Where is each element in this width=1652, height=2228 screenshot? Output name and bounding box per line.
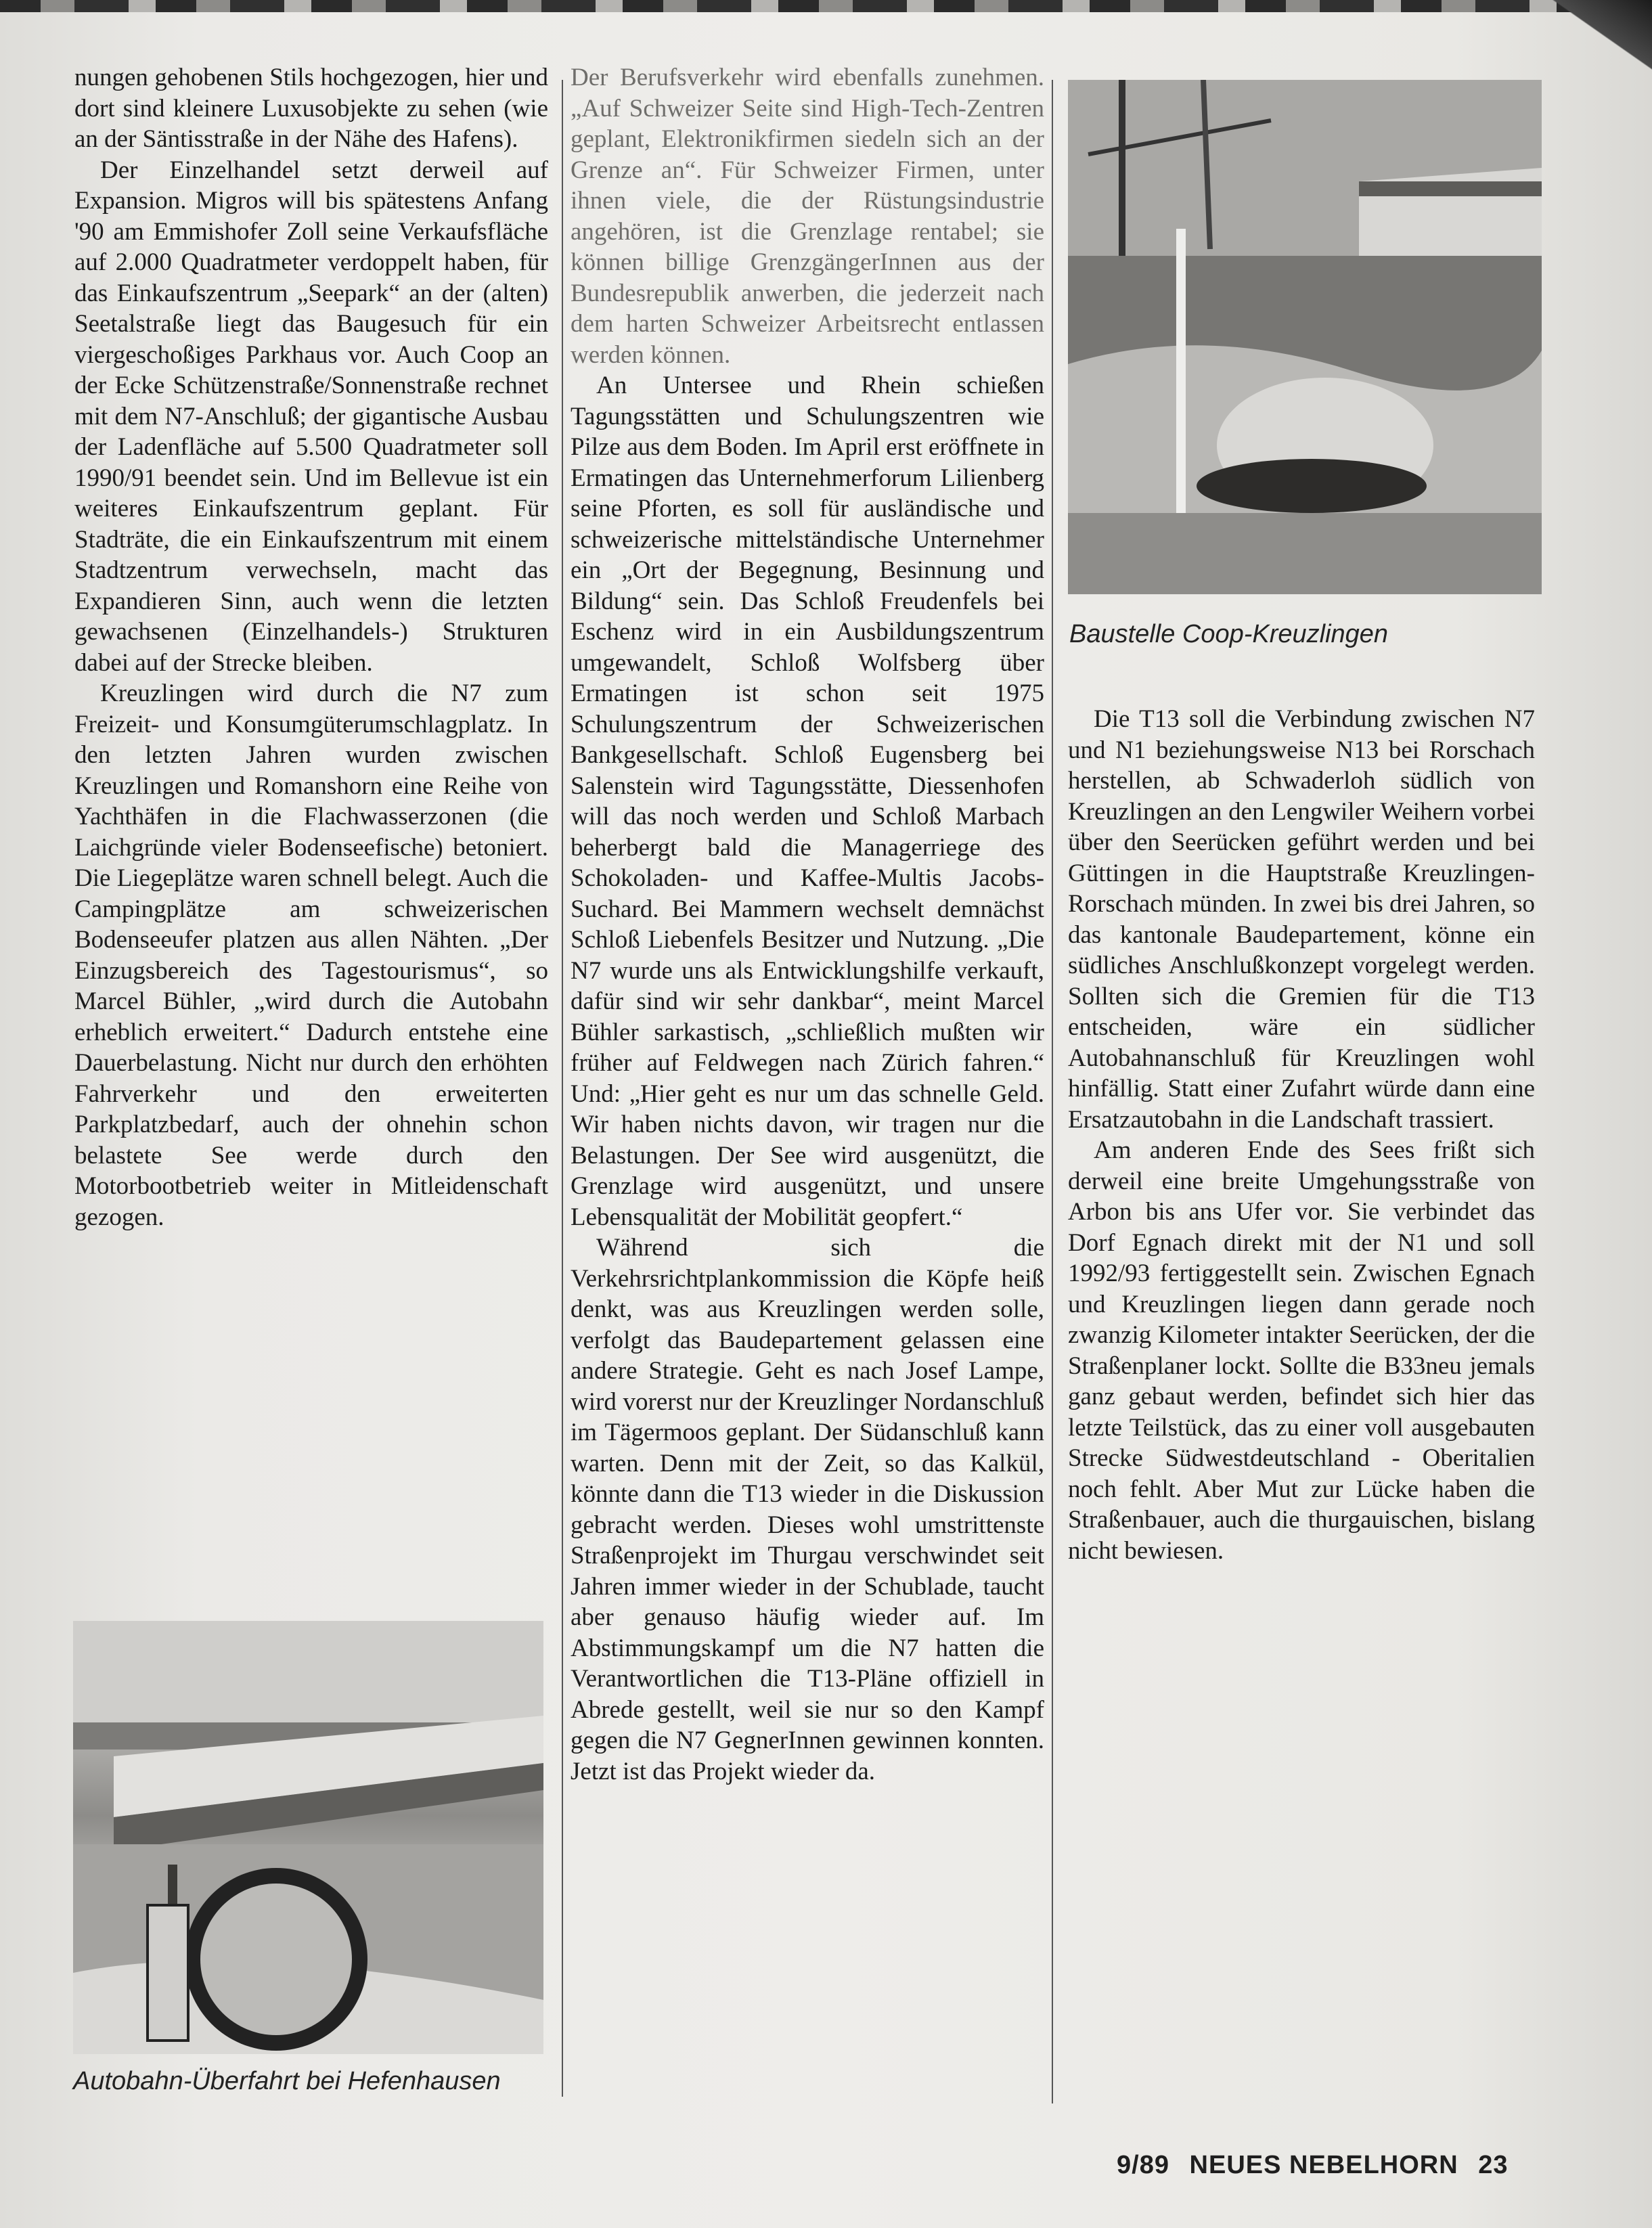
photo-caption: Baustelle Coop-Kreuzlingen [1069,620,1389,648]
text-column-right [1068,704,1535,1566]
column-divider [1052,80,1053,2103]
photo-caption: Autobahn-Überfahrt bei Hefenhausen [73,2067,501,2095]
overpass-illustration [73,1621,543,2054]
page-corner-shadow [1550,0,1652,81]
column-divider [562,80,563,2097]
page-footer [1117,2151,1536,2180]
paragraph: An Untersee und Rhein schießen Tagungsstätten und Schulungszentren wie Pilze aus dem Boden. Im April erst eröffnete in Ermatingen das Unternehmerforum Lilienberg seine Pforten, es soll für ausländische und schweizerische mittelständische Unternehmer ein „Ort der Begegnung, Besinnung und Bildung“ sein. Das Schloß Freudenfels bei Eschenz wird in ein Ausbildungszentrum umgewandelt, Schloß Wolfsberg über Ermatingen ist schon seit 1975 Schulungszentrum der Schweizerischen Bankgesellschaft. Schloß Eugensberg bei Salenstein wird Tagungsstätte, Diessenhofen will das noch werden und Schloß Marbach beherbergt bald die Managerriege des Schokoladen- und Kaffee-Multis Jacobs-Suchard. Bei Mammern wechselt demnächst Schloß Liebenfels Besitzer und Nutzung. „Die N7 wurde uns als Entwicklungshilfe verkauft, dafür sind wir sehr dankbar“, meint Marcel Bühler sarkastisch, „schließlich mußten wir früher auf Feldwegen nach Zürich fahren.“ Und: „Hier geht es nur um das schnelle Geld. Wir haben nichts davon, wir tragen nur die Belastungen. Der See wird ausgenützt, die Grenzlage wird ausgenützt, und unsere Lebensqualität der Mobilität geopfert.“ [571,372,1044,1231]
paragraph: Der Berufsverkehr wird ebenfalls zunehmen. „Auf Schweizer Seite sind High-Tech-Zentren geplant, Elektronikfirmen siedeln sich an der Grenze an“. Für Schweizer Firmen, unter ihnen viele, die der Rüstungsindustrie angehören, ist die Grenzlage rentabel; sie können billige GrenzgängerInnen aus der Bundesrepublik anwerben, die jederzeit nach dem harten Schweizer Arbeitsrecht entlassen werden können. [571,64,1044,369]
paragraph: Die T13 soll die Verbindung zwischen N7 und N1 beziehungsweise N13 bei Rorschach herstellen, ab Schwaderloh südlich von Kreuzlingen an den Lengwiler Weihern vorbei über den Seerücken geführt werden und bei Güttingen in die Hauptstraße Kreuzlingen-Rorschach münden. In zwei bis drei Jahren, so das kantonale Baudepartement, könne ein südliches Anschlußkonzept vorgelegt werden. Sollten sich die Gremien für die T13 entscheiden, wäre ein südlicher Autobahnanschluß für Kreuzlingen wohl hinfällig. Statt einer Zufahrt würde dann eine Ersatzautobahn in die Landschaft trassiert. [1068,705,1535,1134]
text-column-left [74,62,548,1232]
paragraph: nungen gehobenen Stils hochgezogen, hier und dort sind kleinere Luxusobjekte zu sehen (wie an der Säntisstraße in der Nähe des Hafens). [74,64,548,153]
paragraph: Der Einzelhandel setzt derweil auf Expansion. Migros will bis spätestens Anfang '90 am Emmishofer Zoll seine Verkaufsfläche auf 2.000 Quadratmeter verdoppelt haben, für das Einkaufszentrum „Seepark“ an der (alten) Seetalstraße liegt das Baugesuch für ein viergeschoßiges Parkhaus vor. Auch Coop an der Ecke Schützenstraße/Sonnenstraße rechnet mit dem N7-Anschluß; der gigantische Ausbau der Ladenfläche auf 5.500 Quadratmeter soll 1990/91 beendet sein. Und im Bellevue ist ein weiteres Einkaufszentrum geplant. Für Stadträte, die ein Einkaufszentrum mit einem Stadtzentrum verwechseln, macht das Expandieren Sinn, auch wenn die letzten gewachsenen (Einzelhandels-) Strukturen dabei auf der Strecke bleiben. [74,156,548,677]
page-number: 23 [1478,2151,1509,2179]
text-column-middle [571,62,1044,1787]
overpass-photo [73,1621,543,2054]
magazine-name: NEUES NEBELHORN [1189,2151,1458,2179]
paragraph: Kreuzlingen wird durch die N7 zum Freizeit- und Konsumgüterumschlagplatz. In den letzten Jahren wurden zwischen Kreuzlingen und Romanshorn eine Reihe von Yachthäfen in die Flachwasserzonen (die Laichgründe vieler Bodenseefische) betoniert. Die Liegeplätze waren schnell belegt. Auch die Campingplätze am schweizerischen Bodenseeufer platzen aus allen Nähten. „Der Einzugsbereich des Tagestourismus“, so Marcel Bühler, „wird durch die Autobahn erheblich erweitert.“ Dadurch entstehe eine Dauerbelastung. Nicht nur durch den erhöhten Fahrverkehr und den erweiterten Parkplatzbedarf, auch der ohnehin schon belastete See werde durch den Motorbootbetrieb weiter in Mitleidenschaft gezogen. [74,679,548,1231]
top-edge-strip [0,0,1652,12]
issue-number: 9/89 [1117,2151,1169,2179]
construction-site-illustration [1068,80,1542,594]
paragraph: Während sich die Verkehrsrichtplankommission die Köpfe heiß denkt, was aus Kreuzlingen werden solle, verfolgt das Baudepartement gelassen eine andere Strategie. Geht es nach Josef Lampe, wird vorerst nur der Kreuzlinger Nordanschluß im Tägermoos geplant. Der Südanschluß kann warten. Denn mit der Zeit, so das Kalkül, könnte dann die T13 wieder in die Diskussion gebracht werden. Dieses wohl umstrittenste Straßenprojekt im Thurgau verschwindet seit Jahren immer wieder in der Schublade, taucht aber genauso häufig wieder auf. Im Abstimmungskampf um die N7 hatten die Verantwortlichen die T13-Pläne offiziell in Abrede gestellt, weil sie nur so den Kampf gegen die N7 GegnerInnen gewinnen konnten. Jetzt ist das Projekt wieder da. [571,1234,1044,1785]
construction-site-photo [1068,80,1542,594]
paragraph: Am anderen Ende des Sees frißt sich derweil eine breite Umgehungsstraße von Arbon bis ans Ufer vor. Sie verbindet das Dorf Egnach direkt mit der N1 und soll 1992/93 fertiggestellt sein. Zwischen Egnach und Kreuzlingen liegen dann gerade noch zwanzig Kilometer intakter Seerücken, der die Straßenplaner lockt. Sollte die B33neu jemals ganz gebaut werden, befindet sich hier das letzte Teilstück, das zu einer voll ausgebauten Strecke Südwestdeutschland - Oberitalien noch fehlt. Aber Mut zur Lücke haben die Straßenbauer, auch die thurgauischen, bislang nicht bewiesen. [1068,1136,1535,1565]
